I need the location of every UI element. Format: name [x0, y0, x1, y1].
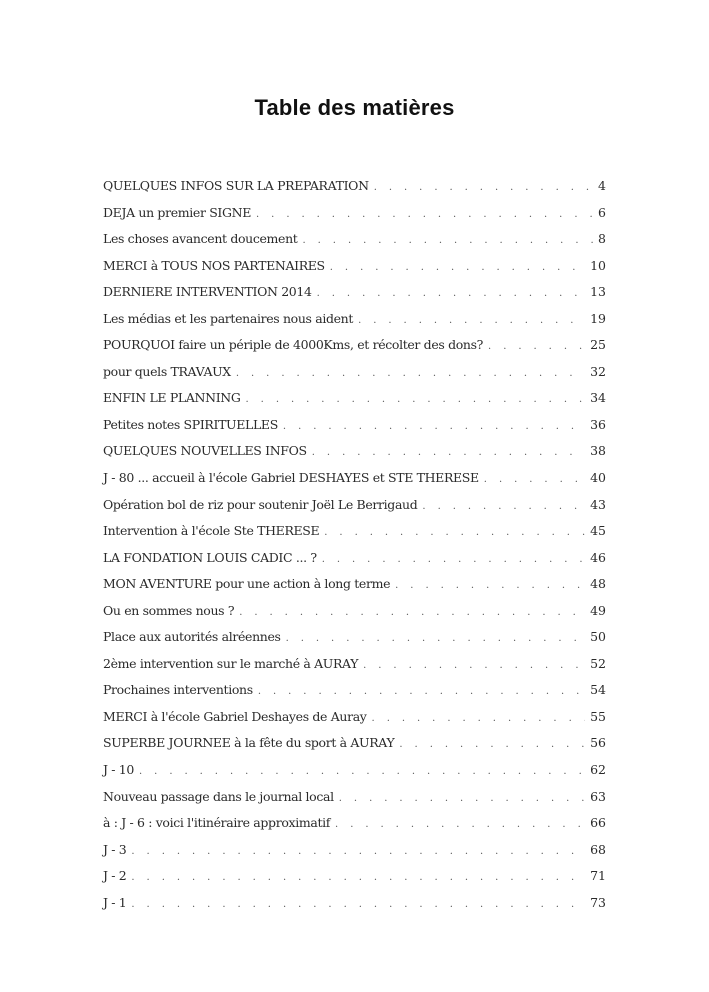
toc-entry-page: 48 [590, 576, 606, 592]
dot-leader [317, 281, 585, 308]
toc-entry-page: 49 [590, 602, 606, 618]
dot-leader [422, 494, 585, 521]
toc-entry-page: 10 [590, 257, 606, 273]
toc-entry[interactable] [103, 332, 606, 359]
toc-entry-page: 56 [590, 735, 606, 751]
toc-entry-page: 52 [590, 655, 606, 671]
toc-entry-title: J - 3 [103, 841, 127, 857]
toc-entry[interactable] [103, 784, 606, 811]
toc-entry-page: 45 [590, 523, 606, 539]
toc-entry-page: 62 [590, 762, 606, 778]
toc-entry-title: MERCI à l'école Gabriel Deshayes de Auray [103, 708, 367, 724]
toc-entry-title: Nouveau passage dans le journal local [103, 788, 334, 804]
dot-leader [324, 520, 585, 547]
page-title: Table des matières [254, 94, 455, 120]
toc-entry-page: 63 [590, 788, 606, 804]
toc-entry[interactable] [103, 253, 606, 280]
toc-entry-page: 25 [590, 337, 606, 353]
toc-entry-page: 19 [590, 310, 606, 326]
dot-leader [330, 255, 585, 282]
table-of-contents [103, 173, 606, 916]
toc-entry[interactable] [103, 226, 606, 253]
toc-entry-page: 13 [590, 284, 606, 300]
dot-leader [372, 706, 586, 733]
toc-entry-title: J - 80 ... accueil à l'école Gabriel DESHAYES et STE THERESE [103, 470, 479, 486]
toc-entry-page: 36 [590, 416, 606, 432]
toc-entry-title: à : J - 6 : voici l'itinéraire approximatif [103, 815, 331, 831]
dot-leader [302, 228, 593, 255]
toc-entry-title: Petites notes SPIRITUELLES [103, 416, 278, 432]
toc-entry-page: 71 [590, 868, 606, 884]
toc-entry[interactable] [103, 730, 606, 757]
toc-entry[interactable] [103, 279, 606, 306]
toc-entry-title: J - 10 [103, 762, 134, 778]
dot-leader [131, 865, 585, 892]
toc-entry-title: Opération bol de riz pour soutenir Joël Le Berrigaud [103, 496, 418, 512]
toc-entry[interactable] [103, 359, 606, 386]
toc-entry[interactable] [103, 465, 606, 492]
toc-entry[interactable] [103, 492, 606, 519]
toc-entry[interactable] [103, 306, 606, 333]
dot-leader [256, 202, 593, 229]
toc-entry-title: Les choses avancent doucement [103, 231, 298, 247]
toc-entry-title: SUPERBE JOURNEE à la fête du sport à AURAY [103, 735, 395, 751]
toc-entry[interactable] [103, 890, 606, 917]
toc-entry[interactable] [103, 412, 606, 439]
dot-leader [339, 786, 585, 813]
toc-entry[interactable] [103, 677, 606, 704]
dot-leader [488, 334, 585, 361]
toc-entry[interactable] [103, 518, 606, 545]
toc-entry-title: J - 1 [103, 894, 127, 910]
toc-entry[interactable] [103, 810, 606, 837]
toc-entry-page: 55 [590, 708, 606, 724]
toc-entry[interactable] [103, 757, 606, 784]
toc-entry-page: 32 [590, 363, 606, 379]
toc-entry-page: 38 [590, 443, 606, 459]
toc-entry-page: 73 [590, 894, 606, 910]
toc-entry-title: MERCI à TOUS NOS PARTENAIRES [103, 257, 325, 273]
dot-leader [283, 414, 585, 441]
toc-entry-title: Les médias et les partenaires nous aident [103, 310, 354, 326]
toc-entry-title: LA FONDATION LOUIS CADIC ... ? [103, 549, 317, 565]
toc-entry-page: 54 [590, 682, 606, 698]
toc-entry-title: MON AVENTURE pour une action à long terme [103, 576, 391, 592]
toc-entry-title: POURQUOI faire un périple de 4000Kms, et récolter des dons? [103, 337, 484, 353]
toc-entry-page: 43 [590, 496, 606, 512]
dot-leader [246, 387, 586, 414]
toc-entry-title: Ou en sommes nous ? [103, 602, 235, 618]
toc-entry-page: 4 [598, 178, 606, 193]
toc-entry[interactable] [103, 704, 606, 731]
toc-entry[interactable] [103, 545, 606, 572]
toc-entry-title: Place aux autorités alréennes [103, 629, 281, 645]
toc-entry-title: DERNIERE INTERVENTION 2014 [103, 284, 312, 300]
toc-entry[interactable] [103, 837, 606, 864]
dot-leader [484, 467, 585, 494]
dot-leader [358, 308, 585, 335]
dot-leader [363, 653, 585, 680]
toc-entry-page: 50 [590, 629, 606, 645]
toc-entry-title: 2ème intervention sur le marché à AURAY [103, 655, 359, 671]
dot-leader [399, 732, 585, 759]
toc-entry-title: Prochaines interventions [103, 682, 253, 698]
dot-leader [236, 361, 585, 388]
toc-entry[interactable] [103, 571, 606, 598]
toc-entry-page: 68 [590, 841, 606, 857]
toc-entry-page: 66 [590, 815, 606, 831]
dot-leader [286, 626, 586, 653]
toc-entry-title: Intervention à l'école Ste THERESE [103, 523, 320, 539]
dot-leader [131, 839, 585, 866]
dot-leader [395, 573, 585, 600]
toc-entry[interactable] [103, 651, 606, 678]
toc-entry-title: pour quels TRAVAUX [103, 363, 231, 379]
dot-leader [312, 440, 585, 467]
toc-entry-page: 34 [590, 390, 606, 406]
toc-entry-page: 6 [598, 204, 606, 220]
toc-entry-title: QUELQUES NOUVELLES INFOS [103, 443, 307, 459]
toc-entry[interactable] [103, 438, 606, 465]
toc-entry[interactable] [103, 385, 606, 412]
toc-entry-title: J - 2 [103, 868, 127, 884]
dot-leader [258, 679, 585, 706]
toc-entry-title: QUELQUES INFOS SUR LA PREPARATION [103, 178, 369, 193]
toc-entry-page: 46 [590, 549, 606, 565]
toc-entry[interactable] [103, 863, 606, 890]
dot-leader [322, 547, 585, 574]
dot-leader [239, 600, 585, 627]
toc-entry-title: DEJA un premier SIGNE [103, 204, 252, 220]
toc-entry[interactable] [103, 598, 606, 625]
toc-entry[interactable] [103, 200, 606, 227]
dot-leader [131, 892, 585, 919]
toc-entry-page: 40 [590, 470, 606, 486]
toc-entry-page: 8 [598, 231, 606, 247]
dot-leader [335, 812, 585, 839]
dot-leader [139, 759, 585, 786]
toc-entry-title: ENFIN LE PLANNING [103, 390, 241, 406]
toc-entry[interactable] [103, 173, 606, 200]
dot-leader [374, 175, 593, 202]
toc-entry[interactable] [103, 624, 606, 651]
